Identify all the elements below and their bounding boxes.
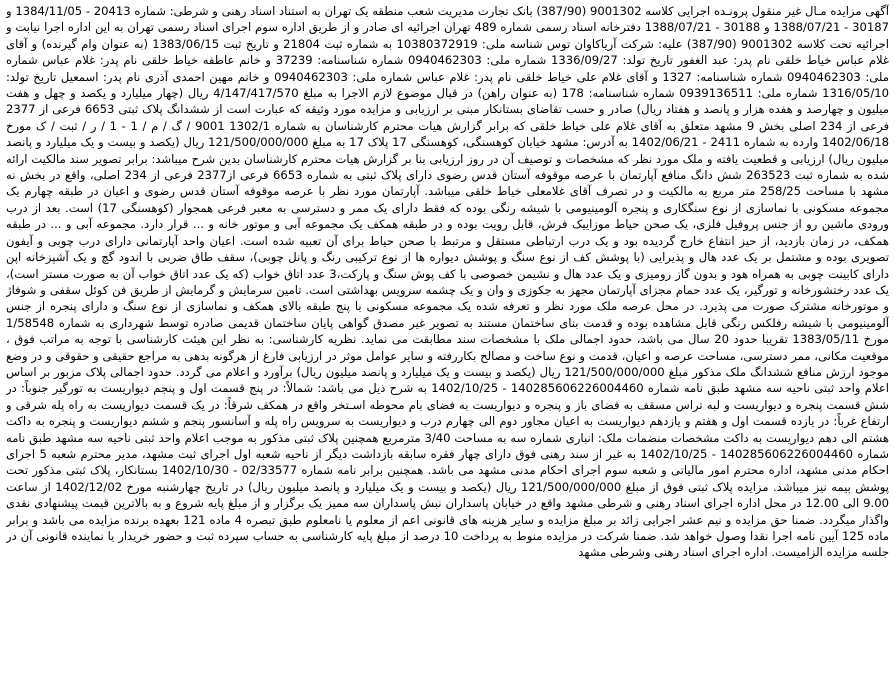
notice-body-text: آگهی مزایده مـال غیر منقول پرونـده اجرایی کلاسه 9001302 (387/90) بانک تجارت مدیریت شعب منطقه یک تهران به استناد اسناد رهنی و شرطی: شماره 20413 - 1384/11/05 و 30187 - 1388/07/21 و 30188 - 1388/07/21 دفترخانه اسناد رسمی شماره 489 تهران اجرائیه ای صادر و از طریق اداره سوم اجرای اسناد رسمی تهران به این اداره اجرا نیابت و اجرائیه تحت کلاسه 9001302 (387/90) علیه: شرکت آریاکاوان توس شناسه ملی: 10380372919 به شماره ثبت 21804 و تاریخ ثبت 1383/06/15 (به عنوان وام گیرنده) و آقای غلام عباس خیاط خلقی نام پدر: عبد الغفور تاریخ تولد: 1336/09/27 شماره ملی: 0940462303 شماره شناسنامه: 37239 و خانم عاطفه خیاط خلقی نام پدر: غلام عباس شماره ملی: 0940462303 شماره شناسنامه: 1327 و آقای غلام علی خیاط خلقی نام پدر: غلام عباس شماره ملی: 0940462303 و خانم مهین احمدی آذری نام پدر: اسمعیل تاریخ تولد: 1316/05/10 شماره ملی: 0939136511 شماره شناسنامه: 178 (به عنوان راهن) در قبال موضوع لازم الاجرا به مبلغ 4/147/417/570 ریال (چهار میلیارد و یکصد و چهل و هفت میلیون و چهارصد و هفده هزار و پانصد و هفتاد ریال) صادر و حسب تقاضای بستانکار مبنی بر ارزیابی و مزایده مورد وثیقه که عبارت است از ششدانگ پلاک ثبتی 6653 فرعی از 2377 فرعی از 234 اصلی بخش 9 مشهد متعلق به آقای غلام علی خیاط خلقی که برابر گزارش هیات محترم کارشناسان به شماره 1302/1 9001 / گ / م / 1 - 1 / ر / ثبت / ک مورخ 1402/06/18 وارده به شماره 2411 - 1402/06/21 به آدرس: مشهد خیابان کوهسنگی، کوهسنگی 17 پلاک 17 به مبلغ 121/500/000/000 ریال (یکصد و بیست و یک میلیارد و پانصد میلیون ریال) ارزیابی و قطعیت یافته و ملک مورد نظر که مشخصات و توصیف آن در روز ارزیابی بنا بر گزارش هیات محترم کارشناسان بدین شرح میباشد: برابر تصویر سند مالکیت ارائه شده به شماره ثبت 263523 شش دانگ منافع آپارتمان با عرصه موقوفه آستان قدس رضوی دارای پلاک ثبتی به شماره 6653 فرعی از2377 فرعی از 234 اصلی، واقع در بخش نه مشهد با مساحت 258/25 متر مربع به مالکیت و در تصرف آقای غلامعلی خیاط خلقی میباشد. آپارتمان مورد نظر با عرصه موقوفه آستان قدس رضوی و اعیان در طبقه چهارم یک مجموعه مسکونی با نماسازی از نوع سنگکاری و پنجره آلومینیومی با شیشه رنگی بوده که فقط دارای یک ممر و دسترسی به معبر فرعی همجوار (کوهسنگی 17) است. بعد از درب ورودی ماشین رو از جنس پروفیل فلزی، یک صحن حیاط موزاییک فرش، قابل رویت بوده و در طبقه همکف یک مجموعه آبی و موتور خانه و ... قرار دارد. مجموعه آبی و ... در طبقه همکف، در زمان بازدید، از حیز انتفاع خارج گردیده بود و یک درب ارتباطی مستقل و مرتبط با صحن حیاط برای آن تعبیه شده است. اعیان واحد آپارتمانی دارای درب چوبی و آیفون تصویری بوده و مشتمل بر یک عدد هال و پذیرایی (با پوشش کف از نوع سنگ و پوشش دیواره ها از نوع ترکیبی رنگ و پانل چوبی)، سقف طاق ضربی با اندود گچ و یک آشپزخانه اپن دارای کابینت چوبی به همراه هود و بدون گاز رومیزی و یک عدد هال و نشیمن خصوصی با کف پوش سنگ و پارکت،3 عدد اتاق خواب (که یک عدد اتاق خواب آن به صورت مستر است)، یک عدد رختشورخانه و تورگیر، یک عدد حمام مجزای آپارتمان مجهز به جکوزی و وان و یک چشمه سرویس بهداشتی است. تامین سرمایش و گرمایش از طریق فن کوئل سقفی و شوفاژ و موتورخانه مشترک صورت می پذیرد. در محل عرصه ملک مورد نظر و تعرفه شده یک مجموعه مسکونی با پنج طبقه بالای همکف و نماسازی از نوع سنگ و دارای پنجره از جنس آلومینیومی با شیشه رفلکس رنگی قابل مشاهده بوده و قدمت بنای ساختمان مستند به تصویر غیر مصدق گواهی پایان ساختمان قدیمی صادره توسط شهرداری به شماره 1/58548 مورخ 1383/05/11 تقریبا حدود 20 سال می باشد، حدود اجمالی ملک با مشخصات سند مطابقت می نماید. نظریه کارشناسی: به نظر این هیئت کارشناسی با توجه به مراتب فوق ، موقعیت مکانی، ممر دسترسی، مساحت عرصه و اعیان، قدمت و نوع ساخت و مصالح بکاررفته و سایر عوامل موثر در ارزیابی فارغ از هرگونه بدهی به مراجع حقیقی و حقوقی و در وضع موجود ارزش منافع ششدانگ ملک مذکور مبلغ 121/500/000/000 ریال (یکصد و بیست و یک میلیارد و پانصد میلیون ریال) برآورد و اعلام می گردد. حدود اجمالی پلاک مزبور بر اساس اعلام واحد ثبتی ناحیه سه مشهد طبق نامه شماره 140285606226004460 - 1402/10/25 به شرح ذیل می باشد: شمالاً: در پنج قسمت اول و پنجم دیواریست به تورگیر جنوباً: در شش قسمت پنجره و دیواریست و لبه تراس مسقف به فضای باز و پنجره و دیواریست به فضای بام محوطه اسـتخر واقع در همکف شرقاً: در یک قسمت دیواریست به راه پله شرقی و ارتفاع غرباً: در یازده قسمت اول و هفتم و یازدهم دیواریست به اعیان مجاور دوم الی چهارم درب و دیواریست به سرویس راه پله و آسانسور پنجم و ششم دیواریست و پنجره به داکت هشتم الی دهم دیواریست به داکت مشخصات منضمات ملک: انباری شماره سه به مساحت 3/40 مترمربع همچنین پلاک ثبتی مذکور به موجب اعلام واحد ثبتی ناحیه سه مشهد طبق نامه شماره 140285606226004460 - 1402/10/25 به غیر از سند رهنی فوق دارای چهار فقره سابقه بازداشت دیگر از ناحیه شعبه اول اجرای ثبت مشهد، مدیر محترم شعبه 5 اجرای احکام مدنی مشهد، اداره محترم امور مالیاتی و شعبه سوم اجرای احکام مدنی مشهد می باشد. همچنین برابر نامه شماره 02/33577 - 1402/10/30 بستانکار، پلاک ثبتی مذکور تحت پوشش بیمه نیز میباشد. مزایده پلاک ثبتی فوق از مبلغ 121/500/000/000 ریال (یکصد و بیست و یک میلیارد و پانصد میلیون ریال) در تاریخ چهارشنبه مورخ 1402/12/02 از ساعت 9.00 الی 12.00 در محل اداره اجرای اسناد رهنی و شرطی مشهد واقع در خیابان پاسداران نبش پاسداران سه ممیز یک برگزار و از مبلغ پایه شروع و به بالاترین قیمت پیشنهادی نقدی واگذار میگردد. ضمنا حق مزایده و نیم عشر اجرایی زائد بر مبلغ مزایده و سایر هزینه های قانونی اعم از معلوم یا نامعلوم طبق تبصره 4 ماده 121 بعهده برنده مزایده می باشد و برابر ماده 125 آیین نامه اجرا نقدا وصول خواهد شد. ضمنا شرکت در مزایده منوط به پرداخت 10 درصد از مبلغ پایه کارشناسی به حساب سپرده ثبت و حضور خریدار یا نماینده قانونی آن در جلسه مزایده الزامیست. اداره اجرای اسناد رهنی وشرطی مشهد <box>6 4 889 560</box>
auction-notice <box>6 3 889 689</box>
